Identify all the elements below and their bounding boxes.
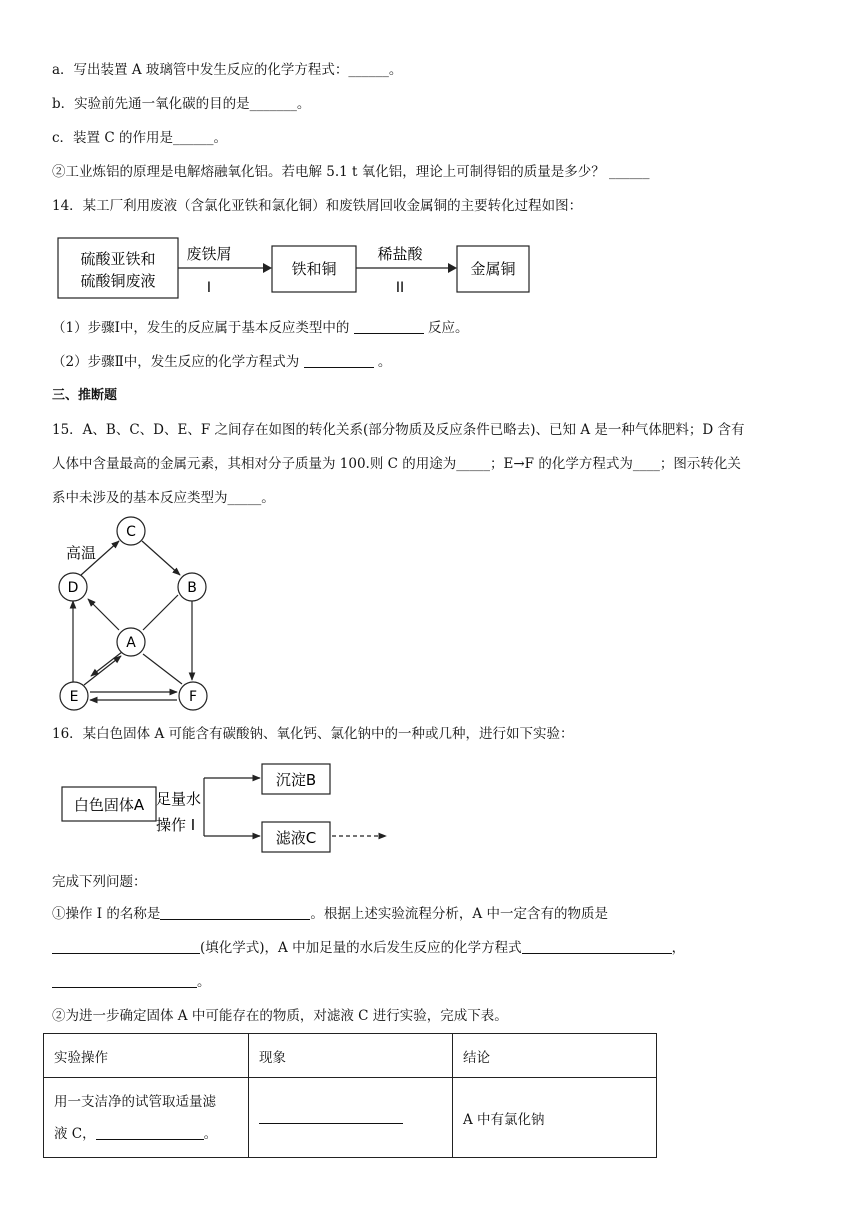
node-d-label: D [67, 580, 79, 596]
node-e-label: E [69, 689, 79, 705]
question-16-part-1-line-1 [52, 904, 608, 924]
flow16-box-solid: 白色固体A [73, 796, 145, 814]
table-header-conclusion: 结论 [453, 1034, 657, 1078]
question-16-stem: 16．某白色固体 A 可能含有碳酸钠、氧化钙、氯化钠中的一种或几种，进行如下实验： [52, 726, 574, 742]
table-row [44, 1078, 657, 1158]
q16-1a-suffix: 。根据上述实验流程分析，A 中一定含有的物质是 [310, 906, 608, 922]
operation-line-2 [54, 1118, 238, 1150]
question-13-part-a: a．写出装置 A 玻璃管中发生反应的化学方程式：______。 [52, 62, 403, 78]
q14-2-suffix: 。 [373, 354, 392, 370]
q16-substance-blank[interactable] [52, 939, 200, 954]
q16-1c-suffix: 。 [197, 974, 211, 990]
node-c-label: C [126, 524, 136, 540]
flow14-arrow1-label-top: 废铁屑 [186, 245, 232, 263]
operation-line-2-prefix: 液 C， [54, 1125, 96, 1142]
diagram15-node-c [117, 517, 145, 545]
diagram15-condition-label: 高温 [66, 544, 97, 562]
q16-operation-name-blank[interactable] [160, 905, 310, 920]
diagram15-node-a [117, 628, 145, 656]
q16-1b-middle: (填化学式)，A 中加足量的水后发生反应的化学方程式 [200, 940, 522, 956]
q14-1-suffix: 反应。 [423, 320, 469, 336]
q16-1b-suffix: ， [671, 940, 686, 956]
question-13-part-c: c．装置 C 的作用是______。 [52, 130, 227, 146]
flow14-box3: 金属铜 [470, 260, 516, 278]
flow16-box-precipitate: 沉淀B [275, 771, 317, 789]
flow14-arrow2-label-top: 稀盐酸 [377, 245, 423, 263]
question-16-part-2: ②为进一步确定固体 A 中可能存在的物质，对滤液 C 进行实验，完成下表。 [52, 1008, 508, 1024]
question-14-part-1 [52, 318, 469, 338]
diagram15-node-d [59, 573, 87, 601]
q16-equation-blank-1[interactable] [522, 939, 672, 954]
table-header-row [44, 1034, 657, 1078]
node-b-label: B [187, 580, 197, 596]
flow16-op-label-bottom: 操作 I [156, 816, 196, 834]
table-cell-phenomenon [249, 1078, 453, 1158]
flow-diagram-14 [52, 232, 532, 304]
diagram15-node-b [178, 573, 206, 601]
phenomenon-answer-blank[interactable] [259, 1109, 403, 1124]
table-header-phenomenon: 现象 [249, 1034, 453, 1078]
question-15-line-1: 15．A、B、C、D、E、F 之间存在如图的转化关系(部分物质及反应条件已略去)、已知 A 是一种气体肥料；D 含有 [52, 422, 745, 438]
flow14-arrow2-label-bottom: II [395, 280, 405, 296]
q16-1a-prefix: ①操作 I 的名称是 [52, 906, 161, 922]
flow14-box1-line2: 硫酸铜废液 [80, 272, 156, 290]
question-16-part-1-line-2 [52, 938, 685, 958]
question-15-line-2: 人体中含量最高的金属元素，其相对分子质量为 100.则 C 的用途为_____；E→F 的化学方程式为____；图示转化关 [52, 456, 741, 472]
complete-following-label: 完成下列问题： [52, 874, 147, 890]
experiment-table [43, 1033, 657, 1158]
flow14-box1-line1: 硫酸亚铁和 [80, 250, 156, 268]
flow16-op-label-top: 足量水 [156, 790, 202, 808]
node-a-label: A [126, 635, 136, 651]
question-14-stem: 14．某工厂利用废液（含氯化亚铁和氯化铜）和废铁屑回收金属铜的主要转化过程如图： [52, 198, 583, 214]
flow-diagram-16 [52, 756, 402, 856]
q14-1-answer-blank[interactable] [354, 319, 424, 334]
question-14-part-2 [52, 352, 391, 372]
diagram15-node-e [60, 682, 88, 710]
q14-2-prefix: （2）步骤Ⅱ中，发生反应的化学方程式为 [52, 354, 304, 370]
operation-line-2-suffix: 。 [203, 1125, 218, 1142]
q16-equation-blank-2[interactable] [52, 973, 197, 988]
question-16-part-1-line-3 [52, 972, 211, 992]
flow14-arrow1-label-bottom: I [206, 280, 212, 296]
table-cell-operation [44, 1078, 249, 1158]
q14-2-answer-blank[interactable] [304, 353, 374, 368]
question-15-line-3: 系中未涉及的基本反应类型为_____。 [52, 490, 275, 506]
section-heading-inference: 三、推断题 [52, 388, 118, 403]
table-cell-conclusion: A 中有氯化钠 [453, 1078, 657, 1158]
q14-1-prefix: （1）步骤Ⅰ中，发生的反应属于基本反应类型中的 [52, 320, 354, 336]
flow16-box-filtrate: 滤液C [275, 829, 317, 847]
table-header-operation: 实验操作 [44, 1034, 249, 1078]
flow14-box2: 铁和铜 [291, 260, 337, 278]
question-13-part-2: ②工业炼铝的原理是电解熔融氧化铝。若电解 5.1 t 氧化铝，理论上可制得铝的质量是多少？ ______ [52, 164, 650, 180]
diagram15-node-f [179, 682, 207, 710]
operation-answer-blank[interactable] [96, 1125, 204, 1140]
operation-line-1: 用一支洁净的试管取适量滤 [54, 1093, 216, 1110]
question-13-part-b: b．实验前先通一氧化碳的目的是_______。 [52, 96, 311, 112]
relation-diagram-15 [52, 512, 222, 712]
node-f-label: F [188, 689, 198, 705]
